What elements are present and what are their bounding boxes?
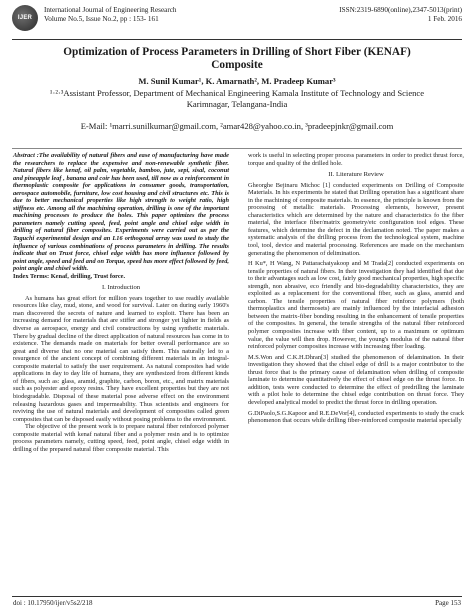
- literature-review-heading: II. Literature Review: [328, 171, 384, 179]
- left-column: [13, 152, 229, 453]
- right-column: [248, 152, 464, 425]
- issue-date: 1 Feb. 2016: [427, 15, 462, 23]
- title-line-2: Composite: [211, 58, 263, 71]
- header-divider: [12, 39, 462, 40]
- affiliation: [20, 88, 454, 109]
- affiliation-line-2: Karimnagar, Telangana-India: [186, 98, 288, 109]
- abstract: Abstract :The availability of natural fibers and ease of manufacturing have made the researchers to replace the expensive and non-renewable synthetic fiber. Natural fibers like kenaf, oil palm, vegetable, bamboo, jute, sepi, sisal, coconut and pineapple leaf , banana and coir has been used, till now as a reinforcement in thermoplastic composite for applications in consumer goods, transportation, aerospace automobile, furniture, low cost housing and civil structures etc. This is due to better mechanical properties like high strength to weight ratio, high stiffness etc. Among all the machining operation, drilling is one of the important machining processes to produce the holes. This paper optimizes the process parameters namely cutting speed, feed, point angle and chisel edge width in drilling of natural fiber composites. Experiments were carried out as per the Taguchi experimental design and an L16 orthogonal array was used to study the influence of various combinations of process parameters in drilling. The results indicate that on Trust force, chisel edge width has more influence followed by point angle, speed and feed and on Torque, speed has more effect followed by feed, point angle and chisel width.: [13, 152, 229, 273]
- paper-title: [20, 46, 454, 71]
- title-line-1: Optimization of Process Parameters in Drilling of Short Fiber (KENAF): [63, 46, 411, 58]
- issn: ISSN:2319-6890(online),2347-5013(print): [339, 6, 462, 14]
- literature-paragraph-1: Gheorghe Bejinaru Michoc [1] conducted experiments on Drilling of Composite Materials. In his experiments he stated that Drilling operation has a significant share in the machining of composite materials. In essence, the principle is known from the processing of metallic materials. Processing elements, however, present characteristics which are determined by the nature and characteristics fo the fiber material, the interface fiber/matrix geometry/etc configuration tool edges. These features, which determine the defect in the declamation noted. The paper makes a systematic analysis of the drilling process from the technological system, machine tool, tool, device and material processing. References are made on the mechanism generating the phenomenon of delimination.: [248, 181, 464, 257]
- literature-paragraph-4: G.DiPaolo,S.G.Kapoor and R.E.DeVor[4], conducted experiments to study the crack phenomenon that occurs while drilling fiber-reinforced composite material specially: [248, 409, 464, 425]
- journal-volume: Volume No.5, Issue No.2, pp : 153- 161: [44, 15, 159, 23]
- journal-info: [44, 6, 177, 24]
- introduction-paragraph-2: The objective of the present work is to prepare natural fiber reinforced polymer composite material with kenaf natural fiber and a polymer resin and is to optimize process parameters namely, cutting speed, feed, point angle, chisel edge width in drilling of the prepared natural fiber composite material. This: [13, 423, 229, 453]
- page-header: [12, 5, 462, 37]
- author-emails: E-Mail: ¹marri.sunilkumar@gmail.com, ²amar428@yahoo.co.in, ³pradeepjnkr@gmail.com: [80, 121, 394, 131]
- introduction-heading: I. Introduction: [101, 284, 141, 292]
- page-number: Page 153: [435, 599, 461, 607]
- journal-logo: IJER: [12, 5, 38, 31]
- footer-divider: [12, 596, 462, 597]
- page-footer: [13, 599, 461, 608]
- title-divider: [12, 148, 462, 149]
- introduction-paragraph-1: As humans has great effort for million years together to use readily available resources like clay, mud, stone, and wood for survival. Later on during early 1960's man discovered the secrets of nature and learned to exploit. There has been an increasing demand for materials that are stiffer and stronger yet lighter in fields as diverse as aerospace, energy and civil constructions by using synthetic materials. There by gradual decline of the direct application of natural resources has come in to existence. The demands made on materials for better overall performance are so great and diverse that no one material can satisfy them. This naturally led to a resurgence of the ancient concept of combining different materials in an integral-composite material to satisfy the user requirement. As natural composites had wide applications in day to day life of humans, they are synthesized from different kinds of fibers, such as: glass, aramid, graphite, carbon, boron, etc., and matrix materials such as polyester and epoxy resins. They have excellent properties but they are not biodegradable. Disposal of these material pose adverse effect on the environment releasing hazardous gases and impermeability. Thus scientists and engineers for reviving the use of natural materials and development of composites called green composites that can be disposed easily without posing problems to the environment.: [13, 294, 229, 423]
- issn-info: [339, 6, 462, 24]
- introduction-continuation: work is useful in selecting proper process parameters in order to predict thrust force, torque and quality of the drilled hole.: [248, 152, 464, 167]
- literature-paragraph-2: H Ku*, H Wang, N Pattarachaiyakoop and M Trada[2] conducted experiments on tensile properties of natural fibers. In their investigation they had identified that due to their advantages such as low cost, fairly good mechanical properties, high specific strength, non abrasive, eco friendly and bio-degradability characteristics, they are exploited as a replacement for the conventional fiber, such as glass, aramid and carbon. The tensile properties of natural fiber reinforce polymers (both thermoplastics and thermosets) are mainly influenced by the interfacial adhesion between the matrix-fiber bonding resulting in the enhancement of tensile properties of the composites. In general, the tensile strengths of the natural fiber reinforced polymer composites increase with fiber content, up to a maximum or optimum value, the value will then drop. However, the young's modulus of the natural fiber reinforced polymer composites increase with increasing fiber loading.: [248, 260, 464, 351]
- journal-name: International Journal of Engineering Research: [44, 6, 177, 14]
- author-list: M. Sunil Kumar¹, K. Amarnath², M. Pradeep Kumar³: [138, 76, 336, 86]
- index-terms: Index Terms: Kenaf, drilling, Trust force.: [13, 272, 126, 280]
- affiliation-line-1: ¹·²·³Assistant Professor, Department of Mechanical Engineering Kamala Institute of Technology and Science: [49, 88, 425, 98]
- doi: doi : 10.17950/ijer/v5s2/218: [13, 599, 93, 607]
- literature-paragraph-3: M.S.Won and C.K.H.Dhran[3] studied the phenomenon of delamination. In their investigation they showed that the chisel edge of drill is a major contributor to the thrust force that is the primary cause of delamination when drilling of composite laminate to determine quantitatively the effect of chisel edge on the thrust force. In addition, tests were conducted to determine the effect of predrilling the laminate with a pilot hole to determine the chisel edge contribution on thrust force. They developed analytical model to predict the thrust force in drilling operation.: [248, 353, 464, 406]
